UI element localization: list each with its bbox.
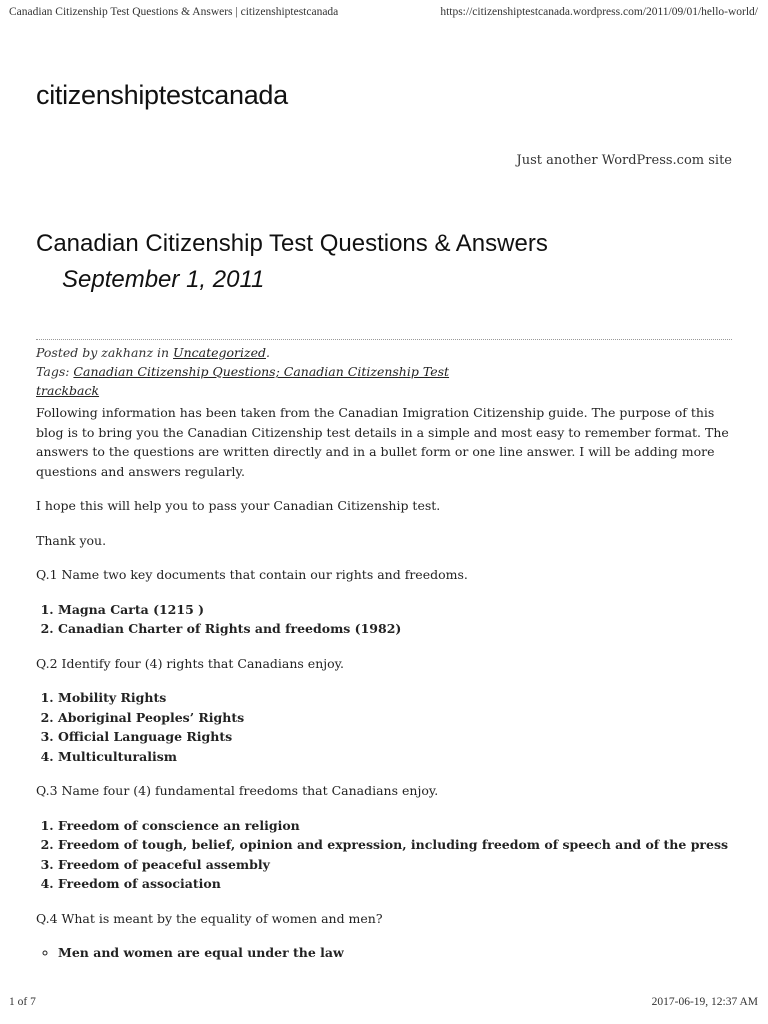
list-item: ◦ Men and women are equal under the law — [58, 943, 736, 963]
answer-list-1 — [36, 600, 736, 639]
list-item: 1. Magna Carta (1215 ) — [58, 600, 736, 620]
posted-by-text: Posted by zakhanz in — [36, 345, 174, 360]
list-item: 2. Aboriginal Peoples’ Rights — [58, 708, 736, 728]
tags-line — [36, 362, 732, 381]
thanks-paragraph: Thank you. — [36, 532, 107, 548]
list-item: 4. Multiculturalism — [58, 747, 736, 767]
category-suffix: . — [265, 345, 270, 360]
page-number: 1 of 7 — [9, 996, 36, 1008]
list-item: 1. Freedom of conscience an religion — [58, 816, 736, 836]
list-item: 2. Freedom of tough, belief, opinion and expression, including freedom of speech and of the press — [58, 835, 736, 855]
print-header-url: https://citizenshiptestcanada.wordpress.com/2011/09/01/hello-world/ — [440, 6, 758, 18]
tags-link[interactable]: Canadian Citizenship Questions; Canadian Citizenship Test — [73, 364, 450, 379]
print-header — [9, 6, 758, 22]
question-1: Q.1 Name two key documents that contain our rights and freedoms. — [36, 567, 468, 582]
post-title: Canadian Citizenship Test Questions & Answers — [36, 230, 548, 257]
post-meta — [36, 343, 732, 400]
list-item: 2. Canadian Charter of Rights and freedoms (1982) — [58, 619, 736, 639]
question-3: Q.3 Name four (4) fundamental freedoms that Canadians enjoy. — [36, 783, 439, 798]
question-4: Q.4 What is meant by the equality of women and men? — [36, 910, 383, 926]
category-link[interactable]: Uncategorized — [173, 345, 266, 360]
list-item: 1. Mobility Rights — [58, 688, 736, 708]
site-title-link[interactable]: citizenshiptestcanada — [36, 80, 288, 110]
list-item: 3. Freedom of peaceful assembly — [58, 855, 736, 875]
trackback-line — [36, 381, 732, 400]
posted-by-line — [36, 343, 732, 362]
answer-list-4 — [36, 943, 736, 963]
print-timestamp: 2017-06-19, 12:37 AM — [651, 996, 758, 1008]
trackback-link[interactable]: trackback — [36, 383, 100, 398]
hope-paragraph: I hope this will help you to pass your Canadian Citizenship test. — [36, 498, 441, 513]
post-date: September 1, 2011 — [62, 266, 265, 293]
print-footer — [9, 996, 758, 1008]
divider — [36, 339, 732, 340]
post-content — [36, 403, 736, 978]
answer-list-2 — [36, 688, 736, 766]
site-description: Just another WordPress.com site — [516, 153, 732, 168]
question-2: Q.2 Identify four (4) rights that Canadians enjoy. — [36, 655, 345, 671]
tags-label: Tags: — [36, 364, 74, 379]
list-item: 3. Official Language Rights — [58, 727, 736, 747]
list-item: 4. Freedom of association — [58, 874, 736, 894]
print-header-title: Canadian Citizenship Test Questions & Answers | citizenshiptestcanada — [9, 6, 339, 18]
answer-list-3 — [36, 816, 736, 894]
intro-paragraph: Following information has been taken from the Canadian Imigration Citizenship guide. The purpose of this blog is to bring you the Canadian Citizenship test details in a simple and most easy to remember format. The answers to the questions are written directly and in a bullet form or one line answer. I will be adding more questions and answers regularly. — [36, 405, 729, 479]
